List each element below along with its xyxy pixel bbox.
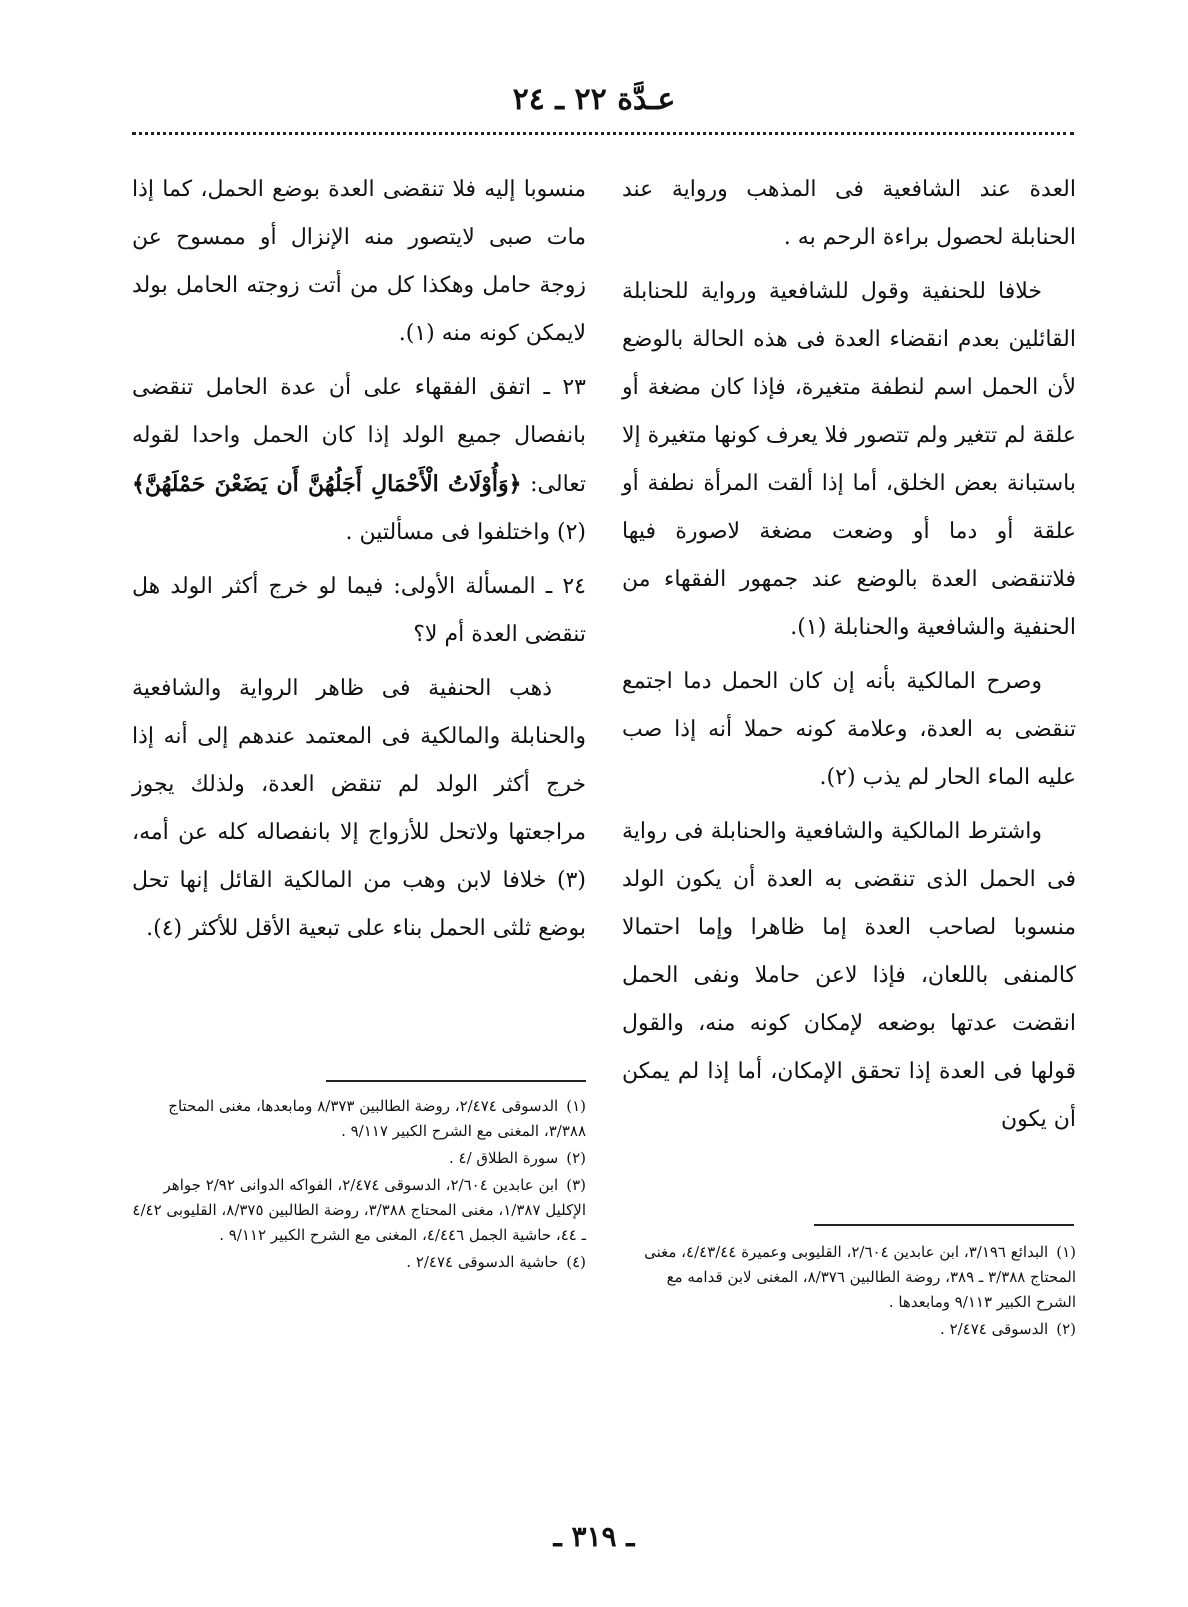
- footnotes-right: [622, 1240, 1076, 1344]
- right-paragraph-4: واشترط المالكية والشافعية والحنابلة فى رواية فى الحمل الذى تنقضى به العدة أن يكون الولد منسوبا لصاحب العدة إما ظاهرا وإما احتمالا كالمنفى باللعان، فإذا لاعن حاملا ونفى الحمل انقضت عدتها بوضعه لإمكان كونه منه، والقول قولها فى العدة إذا تحقق الإمكان، أما إذا لم يمكن أن يكون: [622, 819, 1076, 1132]
- footnote-number: (١): [566, 1097, 586, 1115]
- footnotes-left: [132, 1094, 586, 1277]
- footnote-number: (٢): [1056, 1320, 1076, 1338]
- footnote-text: البدائع ٣/١٩٦، ابن عابدين ٢/٦٠٤، القليوبى وعميرة ٤/٤٣/٤٤، مغنى المحتاج ٣/٣٨٨ ـ ٣٨٩، روضة الطالبين ٨/٣٧٦، المغنى لابن قدامه مع الشرح الكبير ٩/١١٣ ومابعدها .: [644, 1243, 1076, 1311]
- left-paragraph-2: [132, 364, 586, 557]
- section-23-text: ٢٣ ـ اتفق الفقهاء على أن عدة الحامل تنقضى بانفصال جميع الولد إذا كان الحمل واحدا لقوله تعالى:: [132, 375, 587, 497]
- footnote-text: الدسوقى ٢/٤٧٤، روضة الطالبين ٨/٣٧٣ ومابعدها، مغنى المحتاج ٣/٣٨٨، المغنى مع الشرح الكبير ٩/١١٧ .: [168, 1097, 586, 1140]
- quran-verse: ﴿وَأُوْلَاتُ الْأَحْمَالِ أَجَلُهُنَّ أَن يَضَعْنَ حَمْلَهُنَّ﴾: [132, 471, 522, 497]
- footnote-number: (٣): [566, 1176, 586, 1194]
- left-paragraph-3: ٢٤ ـ المسألة الأولى: فيما لو خرج أكثر الولد هل تنقضى العدة أم لا؟: [132, 574, 586, 647]
- section-23-continuation: (٢) واختلفوا فى مسألتين .: [345, 520, 586, 545]
- right-paragraph-3: وصرح المالكية بأنه إن كان الحمل دما اجتمع تنقضى به العدة، وعلامة كونه حملا أنه إذا صب عليه الماء الحار لم يذب (٢).: [622, 669, 1076, 790]
- footnote-number: (٤): [566, 1253, 586, 1271]
- left-text-column: [132, 166, 586, 959]
- footnote-number: (٢): [566, 1149, 586, 1167]
- footnote-item: [132, 1094, 586, 1144]
- footnote-text: ابن عابدين ٢/٦٠٤، الدسوقى ٢/٤٧٤، الفواكه الدوانى ٢/٩٢ جواهر الإكليل ١/٣٨٧، مغنى المحتاج ٣/٣٨٨، روضة الطالبين ٨/٣٧٥، القليوبى ٤/٤٢ ـ ٤٤، حاشية الجمل ٤/٤٤٦، المغنى مع الشرح الكبير ٩/١١٢ .: [132, 1176, 586, 1244]
- footnote-separator-right: [814, 1224, 1074, 1226]
- left-paragraph-1: منسوبا إليه فلا تنقضى العدة بوضع الحمل، كما إذا مات صبى لايتصور منه الإنزال أو ممسوح عن زوجة حامل وهكذا كل من أتت زوجته الحامل بولد لايمكن كونه منه (١).: [132, 177, 586, 346]
- footnote-number: (١): [1056, 1243, 1076, 1261]
- footnote-text: الدسوقى ٢/٤٧٤ .: [940, 1320, 1049, 1338]
- header-dotted-divider: [132, 132, 1074, 135]
- left-paragraph-4: ذهب الحنفية فى ظاهر الرواية والشافعية والحنابلة والمالكية فى المعتمد عندهم إلى أنه إذا خرج أكثر الولد لم تنقض العدة، ولذلك يجوز مراجعتها ولاتحل للأزواج إلا بانفصاله كله عن أمه، (٣) خلافا لابن وهب من المالكية القائل إنها تحل بوضع ثلثى الحمل بناء على تبعية الأقل للأكثر (٤).: [132, 676, 586, 941]
- right-text-column: [622, 166, 1076, 1150]
- right-paragraph-1: العدة عند الشافعية فى المذهب ورواية عند الحنابلة لحصول براءة الرحم به .: [622, 177, 1076, 250]
- footnote-text: حاشية الدسوقى ٢/٤٧٤ .: [406, 1253, 559, 1271]
- page-header-title: عـدَّة ٢٢ ـ ٢٤: [512, 82, 676, 117]
- footnote-item: [622, 1317, 1076, 1342]
- footnote-item: [132, 1250, 586, 1275]
- page-number: ـ ٣١٩ ـ: [553, 1520, 635, 1553]
- footnote-text: سورة الطلاق /٤ .: [448, 1149, 559, 1167]
- footnote-item: [622, 1240, 1076, 1315]
- right-paragraph-2: خلافا للحنفية وقول للشافعية ورواية للحنابلة القائلين بعدم انقضاء العدة فى هذه الحالة بالوضع لأن الحمل اسم لنطفة متغيرة، فإذا كان مضغة أو علقة لم تتغير ولم تتصور فلا يعرف كونها متغيرة إلا باستبانة بعض الخلق، أما إذا ألقت المرأة نطفة أو علقة أو دما أو وضعت مضغة لاصورة فيها فلاتنقضى العدة بالوضع عند جمهور الفقهاء من الحنفية والشافعية والحنابلة (١).: [622, 279, 1076, 640]
- footnote-item: [132, 1146, 586, 1171]
- footnote-separator-left: [326, 1080, 586, 1082]
- footnote-item: [132, 1173, 586, 1248]
